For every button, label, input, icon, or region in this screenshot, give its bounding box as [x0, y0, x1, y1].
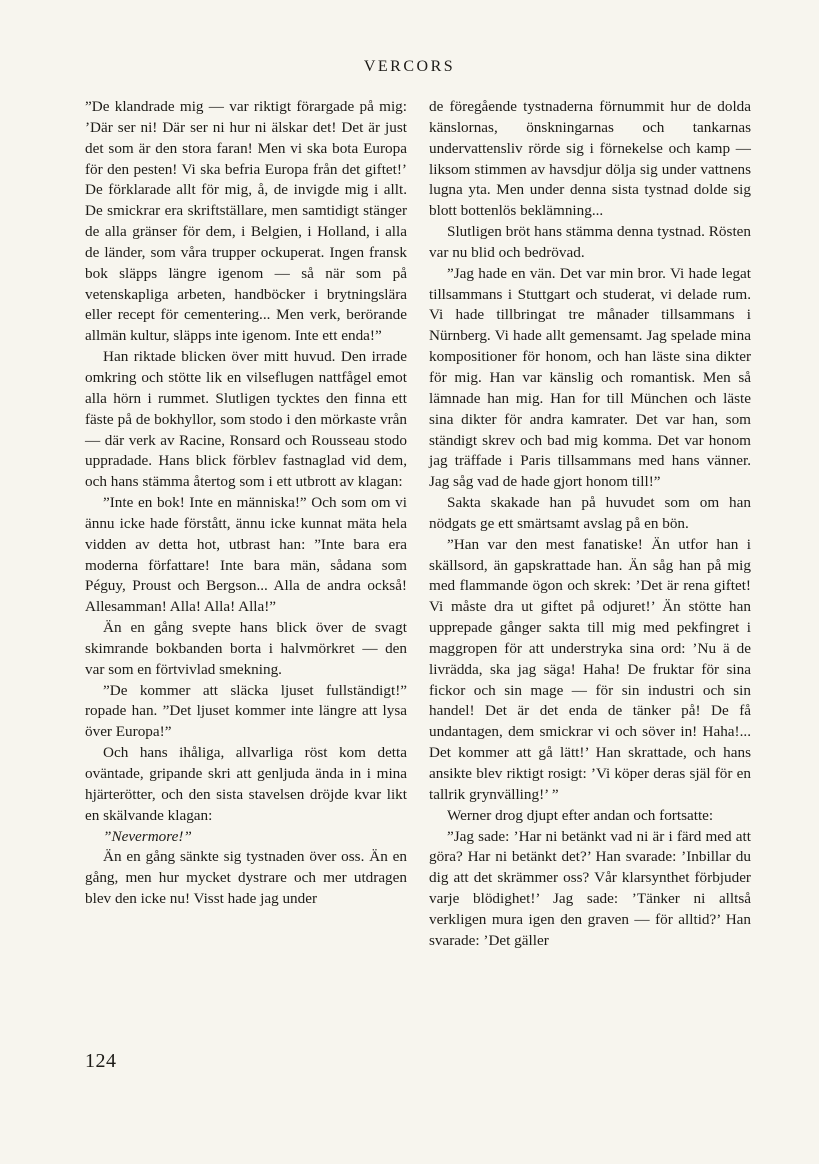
- running-header: VERCORS: [363, 58, 456, 75]
- paragraph: ”De kommer att släcka ljuset fullständigt!” ropade han. ”Det ljuset kommer inte längre att lysa över Europa!”: [85, 681, 407, 741]
- paragraph: Slutligen bröt hans stämma denna tystnad. Rösten var nu blid och bedrövad.: [429, 223, 751, 261]
- paragraph: ”De klandrade mig — var riktigt förargade på mig: ’Där ser ni! Där ser ni hur ni älskar det! Det är just det som är den stora faran! Men vi ska bota Europa för den pesten! Vi ska befria Europa från det giftet!’ De förklarade allt för mig, å, de invigde mig i allt. De smickrar era skriftställare, men samtidigt stänger de alla gränser för dem, i Belgien, i Holland, i alla de länder, som våra trupper ockuperat. Ingen fransk bok släpps längre igenom — så när som på vetenskapliga arbeten, handböcker i brytningslära eller recept för cementering... Men verk, berörande allmän kultur, släpps inte igenom. Inte ett enda!”: [85, 98, 407, 345]
- paragraph: de föregående tystnaderna förnummit hur de dolda känslornas, önskningarnas och tankarnas undervattensliv rörde sig i förnekelse och kamp — liksom stimmen av havsdjur dölja sig under vattnens lugna yta. Men under denna sista tystnad dolde sig blott bottenlös beklämning...: [429, 98, 751, 220]
- paragraph: Och hans ihåliga, allvarliga röst kom detta oväntade, gripande skri att genljuda ända in i mina hjärterötter, och den sista stavelsen dröjde kvar likt en skälvande klagan:: [85, 744, 407, 824]
- paragraph: Werner drog djupt efter andan och fortsatte:: [447, 806, 714, 824]
- page-number: 124: [85, 1050, 117, 1072]
- paragraph: ”Inte en bok! Inte en människa!” Och som om vi ännu icke hade förstått, ännu icke kunnat mäta hela vidden av detta hot, utbrast han: ”Inte bara era moderna författare! Inte bara män, sådana som Péguy, Proust och Bergson... Alla de andra också! Allesamman! Alla! Alla! Alla!”: [85, 494, 407, 616]
- right-text-column: [429, 97, 751, 952]
- paragraph-italic-quote: ”Nevermore!”: [103, 827, 192, 845]
- paragraph: Sakta skakade han på huvudet som om han nödgats ge ett smärtsamt avslag på en bön.: [429, 494, 751, 532]
- paragraph: Han riktade blicken över mitt huvud. Den irrade omkring och stötte lik en vilseflugen nattfågel emot alla hörn i rummet. Slutligen tycktes den finna ett fäste på de bokhyllor, som stodo i den mörkaste vrån — där verk av Racine, Ronsard och Rousseau stodo uppradade. Hans blick förblev fastnaglad vid dem, och hans stämma återtog som i ett utbrott av klagan:: [85, 348, 407, 491]
- paragraph: ”Han var den mest fanatiske! Än utfor han i skällsord, än gapskrattade han. Än såg han på mig med flammande ögon och skrek: ’Det är rena giftet! Vi måste dra ut giftet på odjuret!’ Än stötte han upprepade gånger sakta till mig med pekfingret i maggropen för att understryka sina ord: ’Nu ä de livrädda, ska jag säga! Haha! De fruktar för sina fickor och sin mage — för sin industri och sin handel! Det är det enda de tänker på! De få undantagen, dem smickrar vi och söver in! Haha!... Det kommer att gå lätt!’ Han skrattade, och hans ansikte blev riktigt rosigt: ’Vi köper deras själ för en tallrik grynvälling!’ ”: [429, 535, 751, 803]
- paragraph: ”Jag sade: ’Har ni betänkt vad ni är i färd med att göra? Har ni betänkt det?’ Han svarade: ’Inbillar du dig att det skrämmer oss? Vår klarsynthet förbjuder varje blödighet!’ Jag sade: ’Tänker ni alltså verkligen mura igen den graven — för alltid?’ Han svarade: ’Det gäller: [429, 827, 751, 949]
- paragraph: Än en gång svepte hans blick över de svagt skimrande bokbanden borta i halvmörkret — den var som en förtvivlad smekning.: [85, 619, 407, 678]
- left-text-column: [85, 97, 407, 910]
- paragraph: ”Jag hade en vän. Det var min bror. Vi hade legat tillsammans i Stuttgart och studerat, vi delade rum. Vi hade tillbringat tre månader tillsammans i Nürnberg. Vi hade allt gemensamt. Jag spelade mina kompositioner för honom, och han läste sina dikter för mig. Han var känslig och romantisk. Men så lämnade han mig. Han for till München och läste sina dikter för andra kamrater. Det var han, som ständigt skrev och bad mig komma. Det var honom jag träffade i Paris tillsammans med hans vänner. Jag såg vad de hade gjort honom till!”: [429, 264, 751, 491]
- paragraph: Än en gång sänkte sig tystnaden över oss. Än en gång, men hur mycket dystrare och mer utdragen blev den icke nu! Visst hade jag under: [85, 848, 407, 908]
